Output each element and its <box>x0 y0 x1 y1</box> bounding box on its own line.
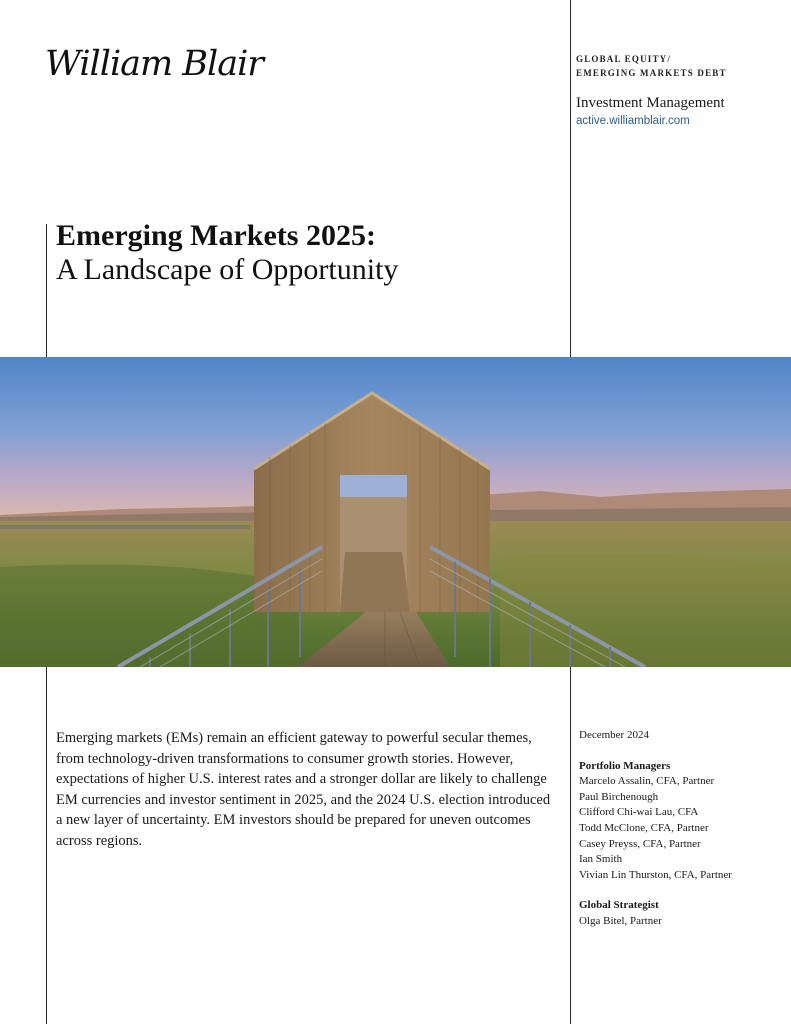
division-line-1: GLOBAL EQUITY/ <box>576 54 672 64</box>
intro-paragraph: Emerging markets (EMs) remain an efficient gateway to powerful secular themes, from technology-driven transformations to consumer growth stories. However, expectations of higher U.S. interest rates and a stronger dollar are likely to challenge EM currencies and investor sentiment in 2025, and the 2024 U.S. election introduced a new layer of uncertainty. EM investors should be prepared for uneven outcomes across regions. <box>56 730 551 849</box>
document-title <box>56 219 398 287</box>
portfolio-manager: Vivian Lin Thurston, CFA, Partner <box>579 868 732 881</box>
publication-date: December 2024 <box>579 729 649 741</box>
portfolio-manager: Paul Birchenough <box>579 790 659 803</box>
portfolio-manager: Casey Preyss, CFA, Partner <box>579 837 701 850</box>
hero-image <box>0 357 791 667</box>
boardwalk-barn-landscape-photo <box>0 357 791 667</box>
body-rule <box>46 667 47 1024</box>
division-line-2: EMERGING MARKETS DEBT <box>576 68 727 78</box>
global-strategist-heading: Global Strategist <box>579 899 659 912</box>
sidebar-info <box>579 728 789 930</box>
portfolio-manager: Todd McClone, CFA, Partner <box>579 821 709 834</box>
portfolio-manager: Clifford Chi-wai Lau, CFA <box>579 806 699 819</box>
division-label <box>576 52 727 80</box>
portfolio-managers-heading: Portfolio Managers <box>579 759 671 772</box>
title-subtitle: A Landscape of Opportunity <box>56 253 399 286</box>
title-main: Emerging Markets 2025: <box>56 219 376 252</box>
portfolio-manager: Ian Smith <box>579 853 623 866</box>
portfolio-manager: Marcelo Assalin, CFA, Partner <box>579 775 715 788</box>
section-title: Investment Management <box>576 95 725 111</box>
william-blair-logo: William Blair <box>45 44 264 84</box>
website-link[interactable]: active.williamblair.com <box>576 115 690 127</box>
global-strategist: Olga Bitel, Partner <box>579 914 662 927</box>
strategist-section <box>579 898 789 929</box>
title-rule <box>46 224 47 357</box>
